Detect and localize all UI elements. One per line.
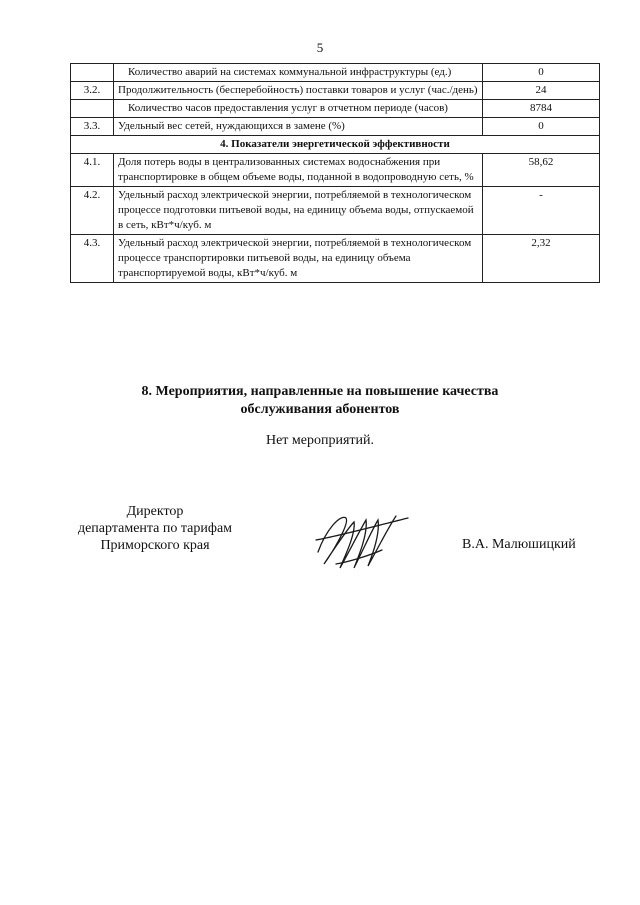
row-number: 3.3. — [71, 118, 114, 136]
table-row — [71, 100, 600, 118]
signer-name: В.А. Малюшицкий — [462, 537, 576, 552]
signer-position-line3: Приморского края — [100, 538, 210, 553]
row-indicator: Удельный расход электрической энергии, потребляемой в технологическом процессе подготовки питьевой воды, на единицу объема воды, отпускаемой в сеть, кВт*ч/куб. м — [114, 187, 483, 235]
row-value: 8784 — [483, 100, 600, 118]
signer-position-line2: департамента по тарифам — [77, 521, 233, 536]
section-8-title — [0, 383, 640, 419]
row-value: 0 — [483, 64, 600, 82]
row-value: 58,62 — [483, 154, 600, 187]
table-row — [71, 154, 600, 187]
section-8-title-line1: 8. Мероприятия, направленные на повышение качества — [141, 384, 499, 399]
row-number: 4.3. — [71, 235, 114, 283]
row-value: - — [483, 187, 600, 235]
row-value: 0 — [483, 118, 600, 136]
row-value: 24 — [483, 82, 600, 100]
row-number: 3.2. — [71, 82, 114, 100]
table-row — [71, 118, 600, 136]
page-number: 5 — [316, 40, 324, 55]
handwritten-signature — [308, 500, 418, 580]
table-row — [71, 235, 600, 283]
row-indicator: Доля потерь воды в централизованных системах водоснабжения при транспортировке в общем объеме воды, поданной в водопроводную сеть, % — [114, 154, 483, 187]
table-row — [71, 187, 600, 235]
row-number — [71, 64, 114, 82]
row-number: 4.2. — [71, 187, 114, 235]
row-indicator: Продолжительность (бесперебойность) поставки товаров и услуг (час./день) — [114, 82, 483, 100]
section-8-title-line2: обслуживания абонентов — [240, 402, 400, 417]
row-indicator: Количество аварий на системах коммунальной инфраструктуры (ед.) — [114, 64, 483, 82]
row-indicator: Удельный вес сетей, нуждающихся в замене (%) — [114, 118, 483, 136]
row-value: 2,32 — [483, 235, 600, 283]
row-indicator: Удельный расход электрической энергии, потребляемой в технологическом процессе транспортировки питьевой воды, на единицу объема транспортируемой воды, кВт*ч/куб. м — [114, 235, 483, 283]
row-number — [71, 100, 114, 118]
table-row — [71, 82, 600, 100]
signer-position-line1: Директор — [126, 504, 184, 519]
row-number: 4.1. — [71, 154, 114, 187]
section-8-body: Нет мероприятий. — [265, 433, 375, 448]
table-row — [71, 64, 600, 82]
table-section-row — [71, 136, 600, 154]
signer-position — [60, 503, 250, 554]
indicators-table — [70, 63, 600, 283]
row-indicator: Количество часов предоставления услуг в отчетном периоде (часов) — [114, 100, 483, 118]
section-heading: 4. Показатели энергетической эффективности — [71, 136, 600, 154]
